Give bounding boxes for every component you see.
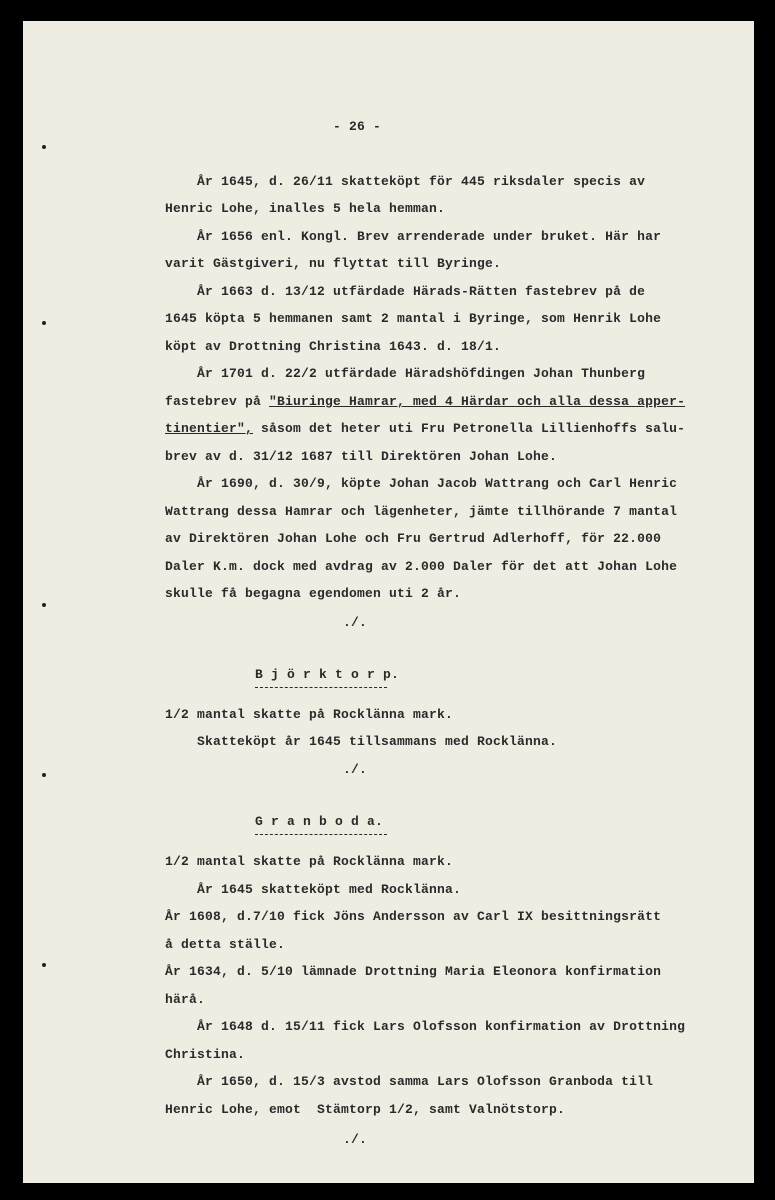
text-line: År 1701 d. 22/2 utfärdade Häradshöfdingen Johan Thunberg bbox=[165, 366, 646, 381]
punch-hole-mark bbox=[42, 603, 46, 607]
text-line: köpt av Drottning Christina 1643. d. 18/1. bbox=[165, 339, 502, 354]
text-line: År 1690, d. 30/9, köpte Johan Jacob Wattrang och Carl Henric bbox=[165, 476, 678, 491]
punch-hole-mark bbox=[42, 321, 46, 325]
punch-hole-mark bbox=[42, 963, 46, 967]
text-line: varit Gästgiveri, nu flyttat till Byringe. bbox=[165, 256, 502, 271]
punch-hole-mark bbox=[42, 145, 46, 149]
underlined-quote: "Biuringe Hamrar, med 4 Härdar och alla dessa apper- bbox=[269, 394, 686, 409]
text-line: Skatteköpt år 1645 tillsammans med Rocklänna. bbox=[165, 734, 558, 749]
text-line: År 1645, d. 26/11 skatteköpt för 445 riksdaler specis av bbox=[165, 174, 646, 189]
text-line: å detta ställe. bbox=[165, 937, 286, 952]
text-line: Daler K.m. dock med avdrag av 2.000 Daler för det att Johan Lohe bbox=[165, 559, 678, 574]
text-line: År 1650, d. 15/3 avstod samma Lars Olofsson Granboda till bbox=[165, 1074, 654, 1089]
text-span: fastebrev på bbox=[165, 394, 270, 409]
text-line: 1/2 mantal skatte på Rocklänna mark. bbox=[165, 707, 454, 722]
section-heading: G r a n b o d a. bbox=[255, 814, 384, 829]
text-line: brev av d. 31/12 1687 till Direktören Johan Lohe. bbox=[165, 449, 558, 464]
page-number: - 26 - bbox=[333, 119, 382, 134]
section-end-mark: ./. bbox=[343, 1132, 368, 1147]
section-heading: B j ö r k t o r p. bbox=[255, 667, 400, 682]
punch-hole-mark bbox=[42, 773, 46, 777]
underlined-quote: tinentier", bbox=[165, 421, 254, 436]
text-line: härå. bbox=[165, 992, 206, 1007]
text-line-quote-end bbox=[165, 421, 685, 437]
section-end-mark: ./. bbox=[343, 615, 368, 630]
text-line: Henric Lohe, inalles 5 hela hemman. bbox=[165, 201, 446, 216]
text-line: 1645 köpta 5 hemmanen samt 2 mantal i Byringe, som Henrik Lohe bbox=[165, 311, 662, 326]
heading-underline bbox=[255, 687, 387, 688]
text-line: År 1645 skatteköpt med Rocklänna. bbox=[165, 882, 462, 897]
text-line-quote-start bbox=[165, 394, 685, 410]
heading-underline bbox=[255, 834, 387, 835]
text-line: Henric Lohe, emot Stämtorp 1/2, samt Valnötstorp. bbox=[165, 1102, 566, 1117]
section-end-mark: ./. bbox=[343, 762, 368, 777]
document-page bbox=[23, 21, 754, 1183]
text-line: Christina. bbox=[165, 1047, 246, 1062]
text-line: År 1608, d.7/10 fick Jöns Andersson av Carl IX besittningsrätt bbox=[165, 909, 662, 924]
text-line: År 1634, d. 5/10 lämnade Drottning Maria Eleonora konfirmation bbox=[165, 964, 662, 979]
text-span: såsom det heter uti Fru Petronella Lillienhoffs salu- bbox=[253, 421, 686, 436]
text-line: skulle få begagna egendomen uti 2 år. bbox=[165, 586, 462, 601]
text-line: År 1663 d. 13/12 utfärdade Härads-Rätten fastebrev på de bbox=[165, 284, 646, 299]
text-line: Wattrang dessa Hamrar och lägenheter, jämte tillhörande 7 mantal bbox=[165, 504, 678, 519]
text-line: År 1648 d. 15/11 fick Lars Olofsson konfirmation av Drottning bbox=[165, 1019, 686, 1034]
text-line: År 1656 enl. Kongl. Brev arrenderade under bruket. Här har bbox=[165, 229, 662, 244]
text-line: 1/2 mantal skatte på Rocklänna mark. bbox=[165, 854, 454, 869]
text-line: av Direktören Johan Lohe och Fru Gertrud Adlerhoff, för 22.000 bbox=[165, 531, 662, 546]
